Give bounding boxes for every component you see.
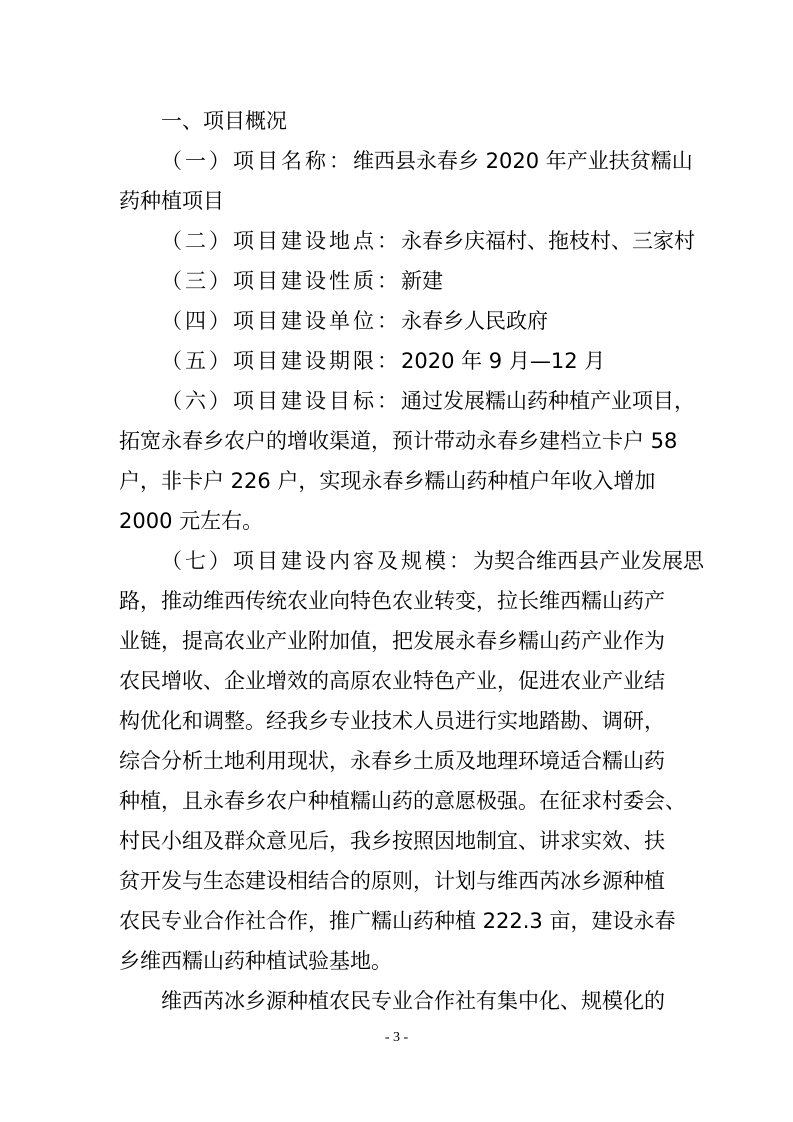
item-label: （二）项目建设地点： — [161, 229, 401, 253]
item-project-scope-line10: 农民专业合作社合作，推广糯山药种植 222.3 亩，建设永春 — [119, 909, 676, 933]
item-label: （六）项目建设目标： — [161, 389, 401, 413]
item-project-goal-line3: 户，非卡户 226 户，实现永春乡糯山药种植户年收入增加 — [119, 469, 656, 493]
item-project-goal-line2: 拓宽永春乡农户的增收渠道，预计带动永春乡建档立卡户 58 — [119, 429, 678, 453]
section-heading: 一、项目概况 — [161, 109, 287, 133]
item-project-unit — [0, 301, 793, 341]
item-project-scope-line11: 乡维西糯山药种植试验基地。 — [119, 949, 392, 973]
item-project-scope-line8: 村民小组及群众意见后，我乡按照因地制宜、讲求实效、扶 — [119, 829, 665, 853]
item-project-period — [0, 341, 793, 381]
item-label: （三）项目建设性质： — [161, 269, 401, 293]
item-project-scope-line2: 路，推动维西传统农业向特色农业转变，拉长维西糯山药产 — [119, 589, 665, 613]
item-project-scope-line6: 综合分析土地利用现状，永春乡土质及地理环境适合糯山药 — [119, 749, 665, 773]
item-project-location — [0, 221, 793, 261]
item-project-scope-line9: 贫开发与生态建设相结合的原则，计划与维西芮冰乡源种植 — [119, 869, 665, 893]
item-value: 永春乡庆福村、拖枝村、三家村 — [401, 229, 695, 253]
item-label: （七）项目建设内容及规模： — [161, 549, 473, 573]
item-label: （一）项目名称： — [161, 149, 353, 173]
item-label: （四）项目建设单位： — [161, 309, 401, 333]
item-value: 维西县永春乡 2020 年产业扶贫糯山 — [353, 149, 693, 173]
item-project-goal-line4: 2000 元左右。 — [119, 509, 264, 533]
item-project-nature — [0, 261, 793, 301]
item-value: 通过发展糯山药种植产业项目， — [401, 389, 695, 413]
item-value: 为契合维西县产业发展思 — [473, 549, 704, 573]
item-project-goal — [0, 381, 793, 421]
item-value: 2020 年 9 月—12 月 — [401, 349, 606, 373]
item-project-scope-line5: 构优化和调整。经我乡专业技术人员进行实地踏勘、调研， — [119, 709, 665, 733]
item-project-scope-line7: 种植，且永春乡农户种植糯山药的意愿极强。在征求村委会、 — [119, 789, 686, 813]
item-project-name-cont: 药种植项目 — [119, 189, 224, 213]
page-number: - 3 - — [384, 1030, 409, 1045]
item-project-name — [0, 141, 793, 181]
item-project-scope-line4: 农民增收、企业增效的高原农业特色产业，促进农业产业结 — [119, 669, 665, 693]
item-label: （五）项目建设期限： — [161, 349, 401, 373]
item-project-scope — [0, 541, 793, 581]
item-value: 永春乡人民政府 — [401, 309, 548, 333]
item-project-scope-line3: 业链，提高农业产业附加值，把发展永春乡糯山药产业作为 — [119, 629, 665, 653]
item-value: 新建 — [401, 269, 443, 293]
paragraph-cooperative: 维西芮冰乡源种植农民专业合作社有集中化、规模化的 — [161, 989, 665, 1013]
